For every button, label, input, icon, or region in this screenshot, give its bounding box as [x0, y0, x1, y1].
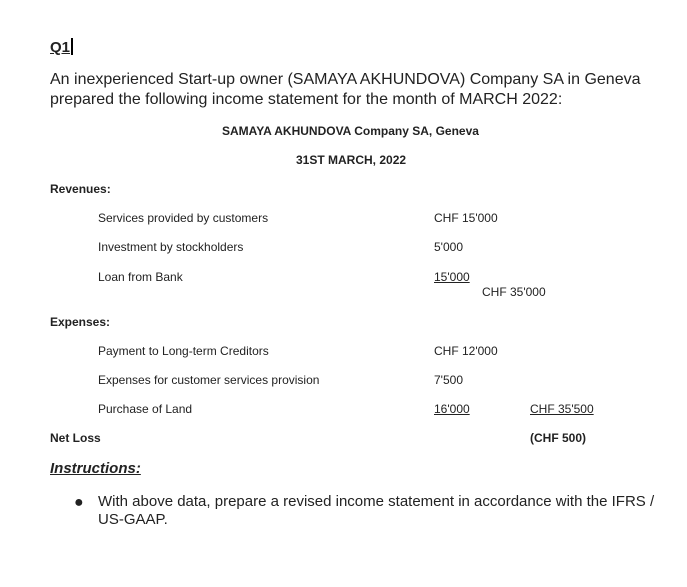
- question-label: Q1: [50, 39, 71, 56]
- revenue-item-amount: 15'000: [434, 270, 470, 284]
- revenue-item-amount: CHF 15'000: [434, 211, 498, 225]
- revenue-item-label: Services provided by customers: [98, 211, 269, 225]
- text-cursor: [71, 38, 73, 55]
- expenses-heading: Expenses:: [50, 315, 111, 329]
- intro-paragraph: An inexperienced Start-up owner (SAMAYA AKHUNDOVA) Company SA in Geneva prepared the following income statement for the month of MARCH 2022:: [50, 71, 641, 108]
- expenses-total: CHF 35'500: [530, 402, 594, 416]
- expense-item-amount: 16'000: [434, 402, 470, 416]
- expense-item-label: Payment to Long-term Creditors: [98, 344, 269, 358]
- expense-item-amount: 7'500: [434, 373, 463, 387]
- expense-item-amount: CHF 12'000: [434, 344, 498, 358]
- expense-item-label: Expenses for customer services provision: [98, 373, 320, 387]
- instructions-heading: Instructions:: [50, 460, 141, 477]
- net-loss-amount: (CHF 500): [530, 431, 587, 445]
- revenue-item-amount: 5'000: [434, 240, 463, 254]
- revenues-total: CHF 35'000: [482, 285, 546, 299]
- net-loss-label: Net Loss: [50, 431, 101, 445]
- statement-date: 31ST MARCH, 2022: [296, 153, 407, 167]
- revenue-item-label: Loan from Bank: [98, 270, 183, 284]
- bullet-icon: ●: [74, 494, 84, 511]
- revenues-heading: Revenues:: [50, 182, 111, 196]
- question-heading: [50, 38, 73, 56]
- statement-company-title: SAMAYA AKHUNDOVA Company SA, Geneva: [222, 124, 479, 138]
- instruction-bullet-text: With above data, prepare a revised income statement in accordance with the IFRS / US-GAAP.: [98, 493, 655, 528]
- expense-item-label: Purchase of Land: [98, 402, 193, 416]
- revenue-item-label: Investment by stockholders: [98, 240, 244, 254]
